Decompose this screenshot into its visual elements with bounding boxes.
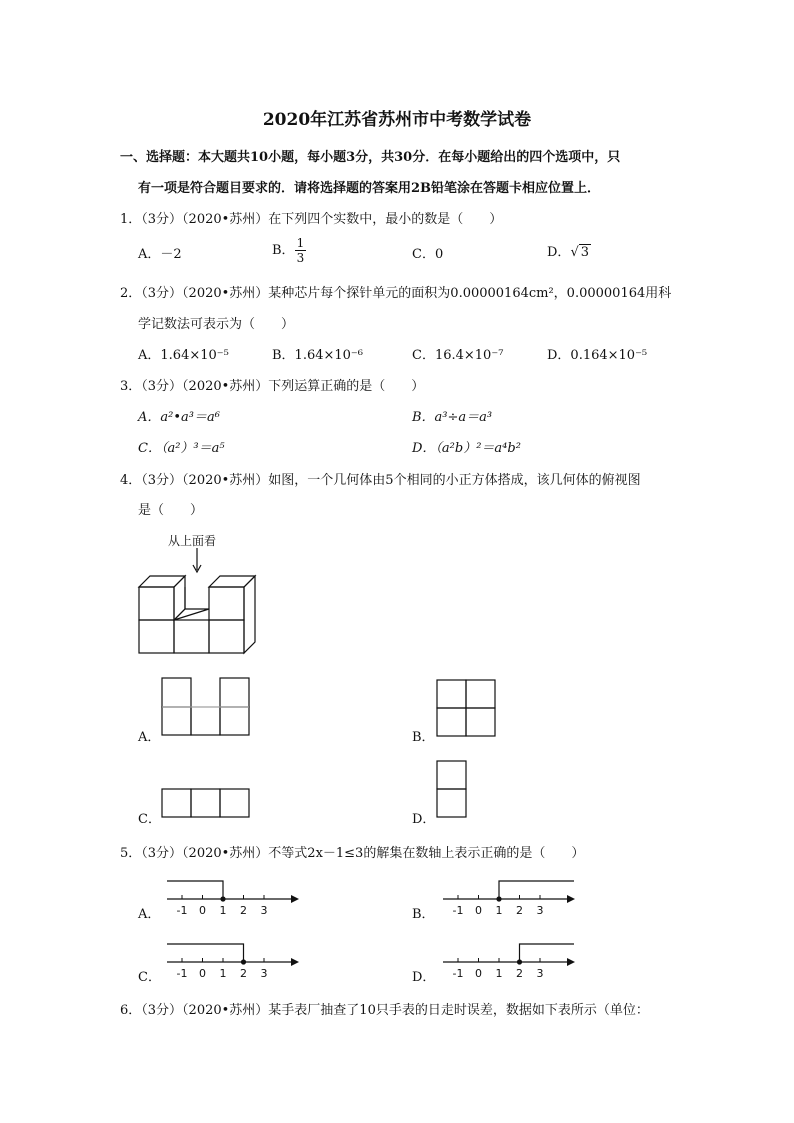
solid-point (220, 896, 225, 901)
q2-option-b: B．1.64×10⁻⁶ (272, 348, 364, 363)
number-line-tick-label: 1 (495, 904, 503, 917)
number-line-tick-label: 0 (199, 967, 206, 980)
number-line-tick-label: 2 (516, 967, 523, 980)
q5-option-a: A． (138, 907, 161, 922)
number-line-tick-label: 2 (240, 967, 247, 980)
q5-option-b: B． (412, 907, 435, 922)
number-line-tick-label: 1 (219, 967, 227, 980)
number-line-tick-label: 3 (536, 904, 544, 917)
number-line-tick-label: 0 (199, 904, 206, 917)
solution-ray (499, 881, 574, 899)
q4-option-b-figure (436, 679, 498, 739)
q4-cube-figure (130, 548, 260, 658)
q5-option-c: C． (138, 970, 161, 985)
fraction-numerator: 1 (296, 236, 305, 250)
number-line-tick-label: 3 (260, 904, 268, 917)
fraction-denominator: 3 (296, 251, 305, 265)
solid-point (517, 959, 522, 964)
q4-option-a-figure (160, 677, 252, 737)
number-line-tick-label: -1 (176, 967, 188, 980)
number-line-tick-label: 3 (536, 967, 544, 980)
solution-ray (167, 944, 244, 962)
q1-option-c: C．0 (412, 247, 444, 262)
page-title: 2020年江苏省苏州市中考数学试卷 (262, 110, 532, 130)
arrow-icon (291, 895, 299, 903)
q4-option-b: B． (412, 730, 435, 745)
solution-ray (167, 881, 223, 899)
q3-option-d: D．（a²b）²＝a⁴b² (412, 441, 521, 456)
q4-figure-caption: 从上面看 (168, 534, 217, 548)
q1-option-a: A．－2 (138, 247, 182, 262)
q5-option-d: D． (412, 970, 436, 985)
radicand: 3 (580, 245, 590, 260)
q5-option-d-number-line (441, 940, 576, 980)
q2-option-c: C．16.4×10⁻⁷ (412, 348, 504, 363)
q1-stem: 1．（3分）（2020•苏州）在下列四个实数中，最小的数是（ ） (120, 212, 503, 227)
q1-option-d-label: D． (547, 245, 571, 260)
section-header-line2: 有一项是符合题目要求的．请将选择题的答案用2B铅笔涂在答题卡相应位置上． (138, 181, 601, 196)
section-header-line1: 一、选择题：本大题共10小题，每小题3分，共30分．在每小题给出的四个选项中，只 (120, 150, 621, 165)
q1-option-d (547, 241, 591, 260)
number-line-tick-label: 3 (260, 967, 268, 980)
q2-stem-line2: 学记数法可表示为（ ） (138, 317, 295, 332)
q5-option-b-number-line (441, 877, 576, 917)
q4-option-c: C． (138, 812, 161, 827)
q4-option-c-figure (161, 788, 253, 820)
number-line-tick-label: 2 (240, 904, 247, 917)
number-line-tick-label: 1 (495, 967, 503, 980)
number-line-tick-label: -1 (452, 904, 464, 917)
q5-option-a-number-line (165, 877, 300, 917)
solid-point (241, 959, 246, 964)
q6-stem: 6．（3分）（2020•苏州）某手表厂抽查了10只手表的日走时误差，数据如下表所示（单位： (120, 1003, 649, 1018)
number-line-tick-label: 0 (475, 904, 482, 917)
sqrt-icon: √ (570, 245, 579, 260)
q2-option-d: D．0.164×10⁻⁵ (547, 348, 648, 363)
q1-option-b-label: B． (272, 243, 295, 258)
q4-stem-line2: 是（ ） (138, 503, 204, 518)
q1-option-b (272, 236, 306, 265)
fraction (295, 236, 307, 265)
number-line-tick-label: 2 (516, 904, 523, 917)
arrow-icon (567, 958, 575, 966)
q2-option-a: A．1.64×10⁻⁵ (138, 348, 229, 363)
q5-option-c-number-line (165, 940, 300, 980)
q3-option-b: B．a³÷a＝a³ (412, 410, 493, 425)
q4-stem-line1: 4．（3分）（2020•苏州）如图，一个几何体由5个相同的小正方体搭成，该几何体的俯视图 (120, 473, 641, 488)
q5-stem: 5．（3分）（2020•苏州）不等式2x－1≤3的解集在数轴上表示正确的是（ ） (120, 846, 585, 861)
q4-option-a: A． (138, 730, 161, 745)
q4-option-d: D． (412, 812, 436, 827)
q2-stem-line1: 2．（3分）（2020•苏州）某种芯片每个探针单元的面积为0.00000164cm²，0.00000164用科 (120, 286, 672, 301)
q3-option-c: C．（a²）³＝a⁵ (138, 441, 225, 456)
q3-option-a: A．a²•a³＝a⁶ (138, 410, 220, 425)
number-line-tick-label: -1 (176, 904, 188, 917)
q3-stem: 3．（3分）（2020•苏州）下列运算正确的是（ ） (120, 379, 425, 394)
solid-point (496, 896, 501, 901)
number-line-tick-label: 1 (219, 904, 227, 917)
q4-option-d-figure (436, 760, 468, 820)
number-line-tick-label: 0 (475, 967, 482, 980)
number-line-tick-label: -1 (452, 967, 464, 980)
arrow-icon (291, 958, 299, 966)
arrow-icon (567, 895, 575, 903)
solution-ray (520, 944, 575, 962)
